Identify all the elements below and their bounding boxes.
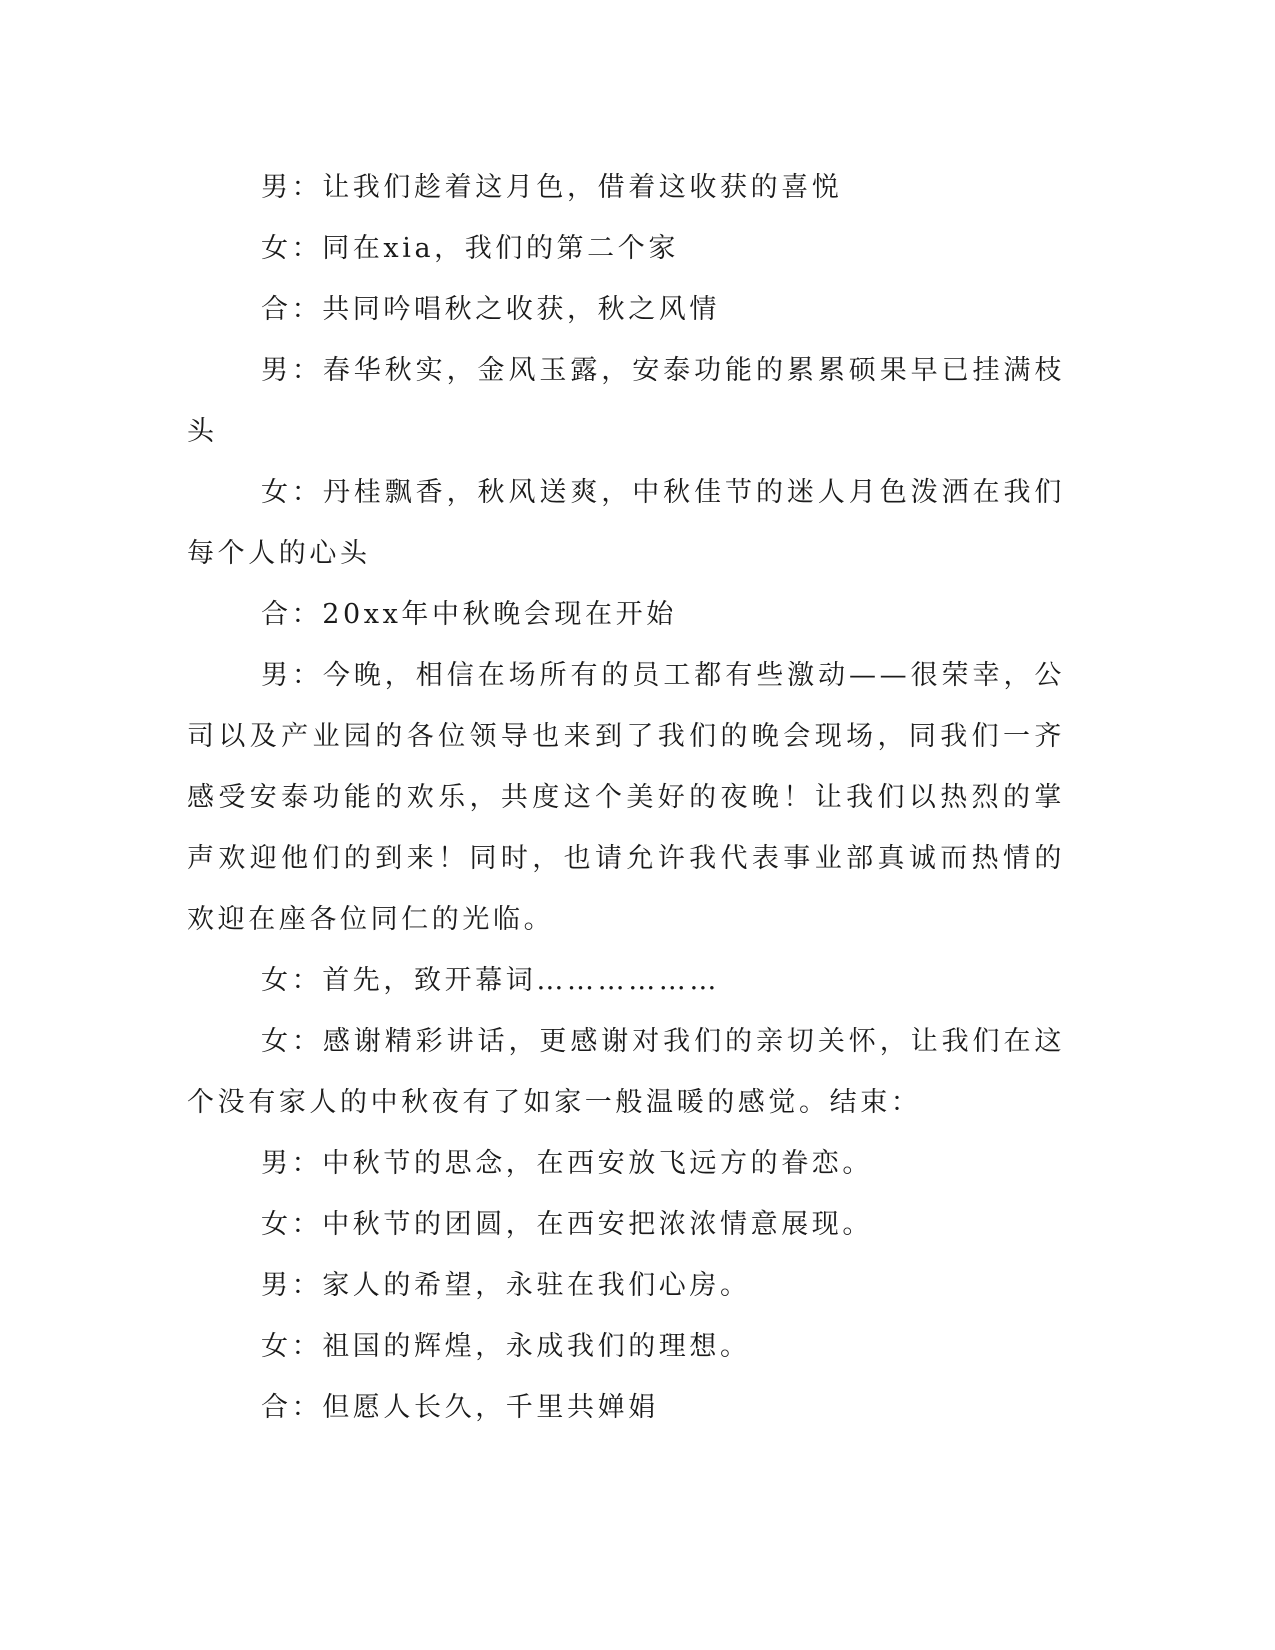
paragraph-together-2: 合：20xx年中秋晚会现在开始 bbox=[261, 599, 677, 630]
paragraph-female-5: 女：中秋节的团圆，在西安把浓浓情意展现。 bbox=[261, 1209, 873, 1240]
document-body bbox=[187, 157, 1065, 1438]
paragraph-together-3: 合：但愿人长久，千里共婵娟 bbox=[261, 1392, 659, 1423]
paragraph-male-4: 男：中秋节的思念，在西安放飞远方的眷恋。 bbox=[261, 1148, 873, 1179]
paragraph-together-1: 合：共同吟唱秋之收获，秋之风情 bbox=[261, 294, 720, 325]
paragraph-female-6: 女：祖国的辉煌，永成我们的理想。 bbox=[261, 1331, 751, 1362]
paragraph-female-3: 女：首先，致开幕词……………… bbox=[261, 965, 720, 996]
paragraph-male-3: 男：今晚，相信在场所有的员工都有些激动——很荣幸，公司以及产业园的各位领导也来到了我们的晚会现场，同我们一齐感受安泰功能的欢乐，共度这个美好的夜晚！让我们以热烈的掌声欢迎他们的到来！同时，也请允许我代表事业部真诚而热情的欢迎在座各位同仁的光临。 bbox=[187, 660, 1065, 935]
paragraph-female-1: 女：同在xia，我们的第二个家 bbox=[261, 233, 679, 264]
paragraph-female-4: 女：感谢精彩讲话，更感谢对我们的亲切关怀，让我们在这个没有家人的中秋夜有了如家一般温暖的感觉。结束： bbox=[187, 1026, 1065, 1118]
paragraph-male-2: 男：春华秋实，金风玉露，安泰功能的累累硕果早已挂满枝头 bbox=[187, 355, 1065, 447]
paragraph-male-1: 男：让我们趁着这月色，借着这收获的喜悦 bbox=[261, 172, 843, 203]
paragraph-female-2: 女：丹桂飘香，秋风送爽，中秋佳节的迷人月色泼洒在我们每个人的心头 bbox=[187, 477, 1065, 569]
paragraph-male-5: 男：家人的希望，永驻在我们心房。 bbox=[261, 1270, 751, 1301]
